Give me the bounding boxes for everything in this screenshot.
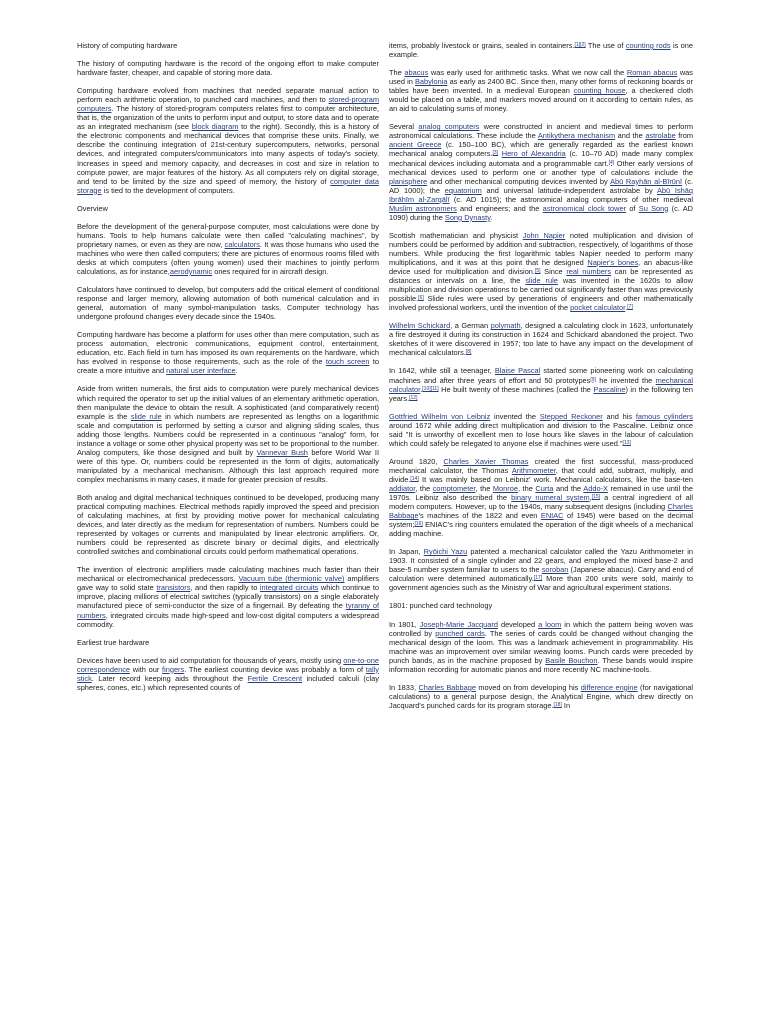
text-span: items, probably livestock or grains, sealed in containers. bbox=[389, 41, 575, 50]
paragraph bbox=[389, 68, 693, 113]
link-roman-abacus[interactable]: Roman abacus bbox=[626, 68, 678, 78]
reference-link[interactable]: [6] bbox=[418, 295, 424, 302]
reference-link[interactable]: [3] bbox=[492, 150, 499, 157]
text-span: The invention of electronic amplifiers made calculating machines much faster than their mechanical or electromechanical predecessors. bbox=[77, 565, 379, 584]
link-babylonia[interactable]: Babylonia bbox=[415, 77, 448, 87]
text-span: . bbox=[490, 212, 493, 222]
link-su-song[interactable]: Su Song bbox=[638, 203, 669, 213]
section-heading bbox=[389, 601, 693, 610]
text-span: (for navigational calculations) to a general purpose design, the Analytical Engine, which drew directly on Jacquard's punched cards for its program storage. bbox=[389, 682, 693, 710]
text-span: In 1833, bbox=[389, 682, 419, 692]
section-heading bbox=[77, 41, 379, 50]
paragraph bbox=[389, 683, 693, 710]
text-span: It was mainly based on Leibniz' work. Mechanical calculators, like the base-ten bbox=[418, 474, 693, 484]
text-span: were constructed in ancient and medieval times to perform astronomical calculations. These include the bbox=[389, 122, 694, 141]
text-span: and the bbox=[615, 131, 646, 141]
reference-link[interactable]: [7] bbox=[627, 304, 633, 311]
link-hero-of-alexandria[interactable]: Hero of Alexandria bbox=[501, 149, 566, 159]
text-span: Since bbox=[540, 267, 567, 277]
text-span: . bbox=[420, 384, 423, 394]
link-astronomical-clock-tower[interactable]: astronomical clock tower bbox=[542, 203, 627, 213]
text-span: remained in use until the 1970s. Leibniz also described the bbox=[389, 483, 693, 503]
reference-link[interactable]: [10][11] bbox=[422, 385, 439, 392]
link-napier-s-bones[interactable]: Napier's bones bbox=[587, 257, 639, 267]
link-soroban[interactable]: soroban bbox=[541, 565, 569, 575]
link-slide-rule[interactable]: slide rule bbox=[130, 411, 162, 421]
link-real-numbers[interactable]: real numbers bbox=[566, 267, 612, 277]
section-heading bbox=[77, 638, 379, 647]
reference-link[interactable]: [12] bbox=[409, 394, 418, 401]
text-span: Before the development of the general-purpose computer, most calculations were done by humans. Tools to help humans calculate were then called "calculating machines", by proprietary names, or even as they are now, bbox=[77, 221, 379, 249]
link-addo-x[interactable]: Addo-X bbox=[583, 483, 608, 493]
text-span: The bbox=[389, 68, 405, 78]
reference-link[interactable]: [17] bbox=[533, 575, 543, 582]
text-span: Calculators have continued to develop, but computers add the critical element of conditional response and larger memory, allowing automation of both numerical calculation and in general, automation of many symbol-manipulation tasks. Computer technology has undergone profound changes every decade since the 1940s. bbox=[77, 285, 379, 322]
paragraph bbox=[77, 493, 379, 556]
text-span: and universal latitude-independent astrolabe by bbox=[481, 185, 657, 195]
link-punched-cards[interactable]: punched cards bbox=[435, 628, 485, 638]
text-span: can be represented as distances or intervals on a line, the bbox=[389, 267, 693, 286]
link-pocket-calculator[interactable]: pocket calculator bbox=[570, 303, 626, 313]
link-ab-ish-q-ibr-h-m-al-zarq-l[interactable]: Abū Ishāq Ibrāhīm al-Zarqālī bbox=[389, 185, 693, 204]
reference-link[interactable]: [4] bbox=[608, 159, 615, 166]
text-span: is tied to the development of computers. bbox=[101, 185, 235, 195]
link-basile-bouchon[interactable]: Basile Bouchon bbox=[545, 655, 598, 665]
text-span: ENIAC's ring counters emulated the operation of the digit wheels of a mechanical adding machine. bbox=[389, 520, 693, 539]
reference-link[interactable]: [16] bbox=[414, 521, 423, 528]
link-integrated-circuits[interactable]: integrated circuits bbox=[259, 583, 319, 593]
text-span: 1801: punched card technology bbox=[389, 601, 493, 611]
text-span: , that could add, subtract, multiply, and divide. bbox=[389, 465, 693, 484]
text-span: , and then rapidly to bbox=[190, 583, 260, 593]
text-span: . The series of cards could be changed without changing the mechanical design of the loom. This was a landmark achievement in programmability. His machine was an improvement over similar weaving looms. Punch cards were preceded by punch bands, as in the machine proposed by bbox=[389, 628, 694, 665]
text-span: . bbox=[235, 366, 238, 376]
text-span: 's machines of the 1822 and even bbox=[418, 511, 541, 521]
link-counting-house[interactable]: counting house bbox=[573, 86, 626, 96]
text-span: Devices have been used to aid computation for thousands of years, mostly using bbox=[77, 655, 344, 665]
link-charles-xavier-thomas[interactable]: Charles Xavier Thomas bbox=[443, 456, 529, 466]
paragraph bbox=[77, 330, 379, 375]
link-transistors[interactable]: transistors bbox=[156, 583, 191, 593]
link-planisphere[interactable]: planisphere bbox=[389, 176, 428, 186]
text-span: . Later record keeping aids throughout the bbox=[91, 673, 248, 683]
paragraph bbox=[389, 41, 693, 59]
link-binary-numeral-system[interactable]: binary numeral system bbox=[511, 493, 590, 503]
link-tyranny-of-numbers[interactable]: tyranny of numbers bbox=[77, 601, 380, 620]
text-span: included calculi (clay spheres, cones, etc.) which represented counts of bbox=[77, 673, 379, 692]
link-block-diagram[interactable]: block diagram bbox=[191, 122, 239, 132]
text-span: was invented in the 1620s to allow multiplication and division operations to be carried out significantly faster than was previously possible. bbox=[389, 276, 693, 304]
text-span: of bbox=[626, 203, 639, 213]
text-span: to create a more intuitive and bbox=[77, 357, 379, 376]
paragraph bbox=[77, 86, 379, 195]
text-span: to the right). Secondly, this is a history of the electronic components and mechanical devices that comprise these units. Finally, we describe the continuing integration of 21st-century supercomputers, networks, personal devices, and integrated computers/communicators into many aspects of today's society. Increases in speed and memory capacity, and decreases in cost and size in relation to compute power, are major features of the history. As all computers rely on digital storage, and tend to be limited by the size and speed of memory, the history of bbox=[77, 122, 379, 186]
link-stored-program-computers[interactable]: stored-program computers bbox=[77, 95, 379, 114]
text-span: The history of computing hardware is the record of the ongoing effort to make computer hardware faster, cheaper, and capable of storing more data. bbox=[77, 59, 379, 78]
text-span: of 1945) were based on the decimal system; bbox=[389, 511, 693, 530]
text-span: History of computing hardware bbox=[77, 41, 178, 50]
text-span: (c. 150–100 BC), which are generally regarded as the earliest known mechanical analog computers. bbox=[389, 140, 693, 159]
text-span: . The earliest counting device was probably a form of bbox=[184, 664, 366, 674]
text-span: . The history of stored-program computers relates first to computer architecture, that is, the organization of the units to perform input and output, to store data and to operate as an integrated mechanism (see bbox=[77, 104, 379, 132]
link-ry-ichi-yazu[interactable]: Ryōichi Yazu bbox=[423, 547, 468, 557]
paragraph bbox=[389, 366, 693, 402]
text-span: as early as 2400 BC. Since then, many other forms of reckoning boards or tables have been invented. In a medieval European bbox=[389, 77, 694, 96]
link-fertile-crescent[interactable]: Fertile Crescent bbox=[247, 673, 303, 683]
text-span: , the bbox=[517, 483, 536, 493]
text-span: he invented the bbox=[595, 375, 656, 385]
text-span: , integrated circuits made high-speed and low-cost digital computers a widespread commodity. bbox=[77, 610, 379, 629]
text-span: , an abacus-like device used for multiplication and division. bbox=[389, 257, 693, 277]
text-span: (c. AD 1015); the astronomical analog computers of other medieval bbox=[449, 194, 694, 204]
text-span: Several bbox=[389, 122, 419, 132]
link-monroe[interactable]: Monroe bbox=[492, 483, 518, 493]
link-equatorium[interactable]: equatorium bbox=[444, 185, 482, 195]
text-span: in which the pattern being woven was controlled by bbox=[389, 619, 694, 638]
link-calculators[interactable]: calculators bbox=[224, 239, 260, 249]
text-span: . bbox=[625, 303, 628, 313]
text-span: ones required for in aircraft design. bbox=[212, 266, 329, 276]
link-abacus[interactable]: abacus bbox=[404, 68, 429, 78]
text-span: and the bbox=[553, 483, 584, 493]
text-span: The use of bbox=[585, 41, 626, 50]
link-touch-screen[interactable]: touch screen bbox=[325, 357, 370, 367]
link-gottfried-wilhelm-von-leibniz[interactable]: Gottfried Wilhelm von Leibniz bbox=[389, 411, 491, 421]
link-pascaline[interactable]: Pascaline bbox=[593, 384, 626, 394]
reference-link[interactable]: [13] bbox=[622, 439, 631, 446]
link-tally-stick[interactable]: tally stick bbox=[77, 664, 379, 683]
link-vannevar-bush[interactable]: Vannevar Bush bbox=[256, 447, 308, 457]
text-span: and other mechanical computing devices invented by bbox=[427, 176, 611, 186]
text-span: in which numbers are represented as lengths on a logarithmic scale and computation is performed by setting a cursor and aligning sliding scales, thus adding those lengths. Numbers could be represented in a continuous "analog" form, for instance a voltage or some other physical property was set to be proportional to the number. Analog computers, like those designed and built by bbox=[77, 411, 379, 457]
text-span: moved on from developing his bbox=[475, 682, 581, 692]
text-span: noted multiplication and division of numbers could be performed by addition and subtraction, respectively, of logarithms of those numbers. While producing the first logarithmic tables Napier needed to perform many multiplications, and it was at this point that he designed bbox=[389, 230, 693, 267]
section-heading bbox=[77, 204, 379, 213]
link-blaise-pascal[interactable]: Blaise Pascal bbox=[494, 366, 541, 376]
text-span: In Japan, bbox=[389, 547, 424, 557]
text-span: was early used for arithmetic tasks. What we now call the bbox=[428, 68, 627, 78]
text-span: (Japanese abacus). Carry and end of calculation were determined automatically. bbox=[389, 565, 693, 584]
text-span: In 1642, while still a teenager, bbox=[389, 366, 495, 376]
link-ancient-greece[interactable]: ancient Greece bbox=[389, 140, 442, 150]
link-song-dynasty[interactable]: Song Dynasty bbox=[444, 212, 491, 222]
text-span: (c. AD 1090) during the bbox=[389, 203, 693, 222]
link-famous-cylinders[interactable]: famous cylinders bbox=[635, 411, 693, 421]
link-vacuum-tube-thermionic-valve[interactable]: Vacuum tube (thermionic valve) bbox=[238, 574, 345, 584]
text-span: More than 200 units were sold, mainly to government agencies such as the Ministry of War and agricultural experiment stations. bbox=[389, 574, 693, 593]
text-span: . It was those humans who used the machines who were then called computers; there are pictures of enormous rooms filled with desks at which computers (often young women) used their machines to jointly perform calculations, as for instance, bbox=[77, 239, 379, 276]
link-one-to-one-correspondence[interactable]: one-to-one correspondence bbox=[77, 655, 379, 674]
text-span: Around 1820, bbox=[389, 456, 444, 466]
link-natural-user-interface[interactable]: natural user interface bbox=[166, 366, 236, 376]
link-counting-rods[interactable]: counting rods bbox=[625, 41, 671, 50]
paragraph bbox=[77, 656, 379, 692]
text-span: patented a mechanical calculator called the Yazu Arithmometer in 1903. It consisted of a single cylinder and 22 gears, and employed the mixed base-2 and base-5 number system familiar to users to the bbox=[389, 547, 693, 575]
link-john-napier[interactable]: John Napier bbox=[522, 230, 566, 240]
link-eniac[interactable]: ENIAC bbox=[540, 511, 564, 521]
text-span: before World War II were of this type. Or, numbers could be represented in the form of digits, automatically manipulated by a mechanical mechanism. Although this last approach required more complex mechanisms in many cases, it made for greater precision of results. bbox=[77, 447, 379, 484]
text-span: was used in bbox=[389, 68, 693, 87]
paragraph bbox=[389, 122, 693, 222]
paragraph bbox=[77, 565, 379, 628]
link-wilhelm-schickard[interactable]: Wilhelm Schickard bbox=[389, 321, 451, 331]
reference-link[interactable]: [8] bbox=[465, 349, 472, 356]
link-aerodynamic[interactable]: aerodynamic bbox=[169, 266, 213, 276]
text-span: . These bands would inspire information recording for automatic pianos and more recently NC machine-tools. bbox=[389, 655, 693, 674]
link-computer-data-storage[interactable]: computer data storage bbox=[77, 176, 379, 195]
text-span: Computing hardware evolved from machines that needed separate manual action to perform each arithmetic operation, to punched card machines, and then to bbox=[77, 86, 379, 105]
text-span: Other early versions of mechanical devices used to perform one or another type of calculations include the bbox=[389, 158, 693, 177]
link-joseph-marie-jacquard[interactable]: Joseph-Marie Jacquard bbox=[419, 619, 498, 629]
paragraph bbox=[77, 59, 379, 77]
link-polymath[interactable]: polymath bbox=[490, 321, 521, 331]
link-antikythera-mechanism[interactable]: Antikythera mechanism bbox=[537, 131, 616, 141]
text-span: (c. 10–70 AD) made many complex mechanical devices including automata and a programmable cart. bbox=[389, 149, 693, 168]
link-comptometer[interactable]: comptometer bbox=[432, 483, 476, 493]
link-charles-babbage[interactable]: Charles Babbage bbox=[418, 682, 476, 692]
text-span: invented the bbox=[490, 411, 540, 421]
link-ab-rayh-n-al-b-r-n[interactable]: Abū Rayhān al-Bīrūnī bbox=[610, 176, 683, 186]
link-astrolabe[interactable]: astrolabe bbox=[645, 131, 676, 141]
text-span: around 1672 while adding direct multiplication and division to the Pascaline. Leibniz once said "It is unworthy of excellent men to lose hours like slaves in the labour of calculation which could safely be relegated to anyone else if machines were used." bbox=[389, 420, 693, 448]
link-a-loom[interactable]: a loom bbox=[538, 619, 562, 629]
text-span: , the bbox=[415, 483, 433, 493]
reference-link[interactable]: [5] bbox=[534, 268, 541, 275]
text-span: , designed a calculating clock in 1623, unfortunately a fire destroyed it during its construction in 1624 and Schickard abandoned the project. Two sketches of it were discovered in 1957; too late to have any impact on the development of mechanical calculators. bbox=[389, 321, 693, 358]
text-span: and his bbox=[602, 411, 636, 421]
text-span: from bbox=[675, 131, 694, 141]
link-analog-computers[interactable]: analog computers bbox=[418, 122, 480, 132]
reference-link[interactable]: [15] bbox=[591, 494, 601, 501]
link-mechanical-calculator[interactable]: mechanical calculator bbox=[389, 375, 693, 394]
text-span: ) in the following ten years. bbox=[389, 384, 693, 403]
link-charles-babbage[interactable]: Charles Babbage bbox=[389, 502, 693, 521]
text-span: Aside from written numerals, the first aids to computation were purely mechanical devices which required the operator to set up the initial values of an elementary arithmetic operation, then manipulate the device to obtain the result. A sophisticated (and comparatively recent) example is the bbox=[77, 384, 379, 421]
paragraph bbox=[389, 231, 693, 312]
paragraph bbox=[389, 321, 693, 357]
text-span: (c. AD 1000); the bbox=[389, 176, 694, 195]
link-addiator[interactable]: addiator bbox=[389, 483, 416, 493]
text-span: Slide rules were used by generations of engineers and other mathematically involved professional workers, until the invention of the bbox=[389, 294, 693, 313]
text-span: Scottish mathematician and physicist bbox=[389, 230, 523, 240]
paragraph bbox=[389, 412, 693, 448]
text-span: Both analog and digital mechanical techniques continued to be developed, producing many practical computing machines. Electrical methods rapidly improved the speed and precision of calculating machines, at first by providing motive power for mechanical calculating devices, and later directly as the medium for representation of numbers. Numbers could be represented by voltages or currents and manipulated by linear electronic amplifiers. Or, numbers could be represented as discrete binary or decimal digits, and electrically controlled switches and combinational circuits could perform mathematical operations. bbox=[77, 492, 379, 557]
link-fingers[interactable]: fingers bbox=[162, 664, 185, 674]
text-span: In bbox=[561, 700, 571, 710]
left-column bbox=[77, 41, 379, 701]
link-difference-engine[interactable]: difference engine bbox=[580, 682, 638, 692]
text-span: created the first successful, mass-produced mechanical calculator, the Thomas bbox=[389, 456, 693, 475]
text-span: Overview bbox=[77, 203, 108, 213]
link-curta[interactable]: Curta bbox=[535, 483, 554, 493]
text-span: amplifiers gave way to solid state bbox=[77, 574, 379, 593]
link-stepped-reckoner[interactable]: Stepped Reckoner bbox=[539, 411, 603, 421]
reference-link[interactable]: [1][2] bbox=[574, 42, 586, 48]
text-span: Earliest true hardware bbox=[77, 637, 150, 647]
text-span: with our bbox=[130, 664, 163, 674]
paragraph bbox=[389, 547, 693, 592]
text-span: , the bbox=[475, 483, 493, 493]
text-span: , a German bbox=[450, 321, 491, 331]
right-column bbox=[389, 41, 693, 719]
reference-link[interactable]: [14] bbox=[410, 475, 419, 482]
text-span: started some pioneering work on calculating machines and after three years of effort and 50 prototypes bbox=[389, 366, 693, 385]
text-span: which continue to improve, placing millions of electrical switches (typically transistors) on a single elaborately manufactured piece of semi-conductor the size of a fingernail. By defeating the bbox=[77, 583, 379, 611]
reference-link[interactable]: [9] bbox=[590, 376, 596, 383]
link-slide-rule[interactable]: slide rule bbox=[525, 276, 558, 286]
paragraph bbox=[389, 620, 693, 674]
paragraph bbox=[77, 384, 379, 484]
text-span: a central ingredient of all modern computers. However, up to the 1940s, many subsequent designs (including bbox=[389, 493, 693, 512]
text-span: developed bbox=[497, 619, 539, 629]
text-span: In 1801, bbox=[389, 619, 420, 629]
text-span: , a checkered cloth would be placed on a table, and markers moved around on it according to certain rules, as an aid to calculating sums of money. bbox=[389, 86, 693, 114]
link-arithmometer[interactable]: Arithmometer bbox=[511, 465, 556, 475]
text-span: Computing hardware has become a platform for uses other than mere computation, such as process automation, electronic communications, equipment control, entertainment, education, etc. Each field in turn has imposed its own requirements on the hardware, which has evolved in response to those requirements, such as the role of the bbox=[77, 330, 379, 367]
reference-link[interactable]: [18] bbox=[553, 701, 562, 708]
text-span: , bbox=[589, 493, 592, 503]
paragraph bbox=[77, 285, 379, 321]
text-span: He built twenty of these machines (called the bbox=[438, 384, 594, 394]
paragraph bbox=[389, 457, 693, 538]
paragraph bbox=[77, 222, 379, 276]
text-span: and engineers; and the bbox=[456, 203, 543, 213]
text-span: is one example. bbox=[389, 41, 693, 60]
link-muslim-astronomers[interactable]: Muslim astronomers bbox=[389, 203, 457, 213]
